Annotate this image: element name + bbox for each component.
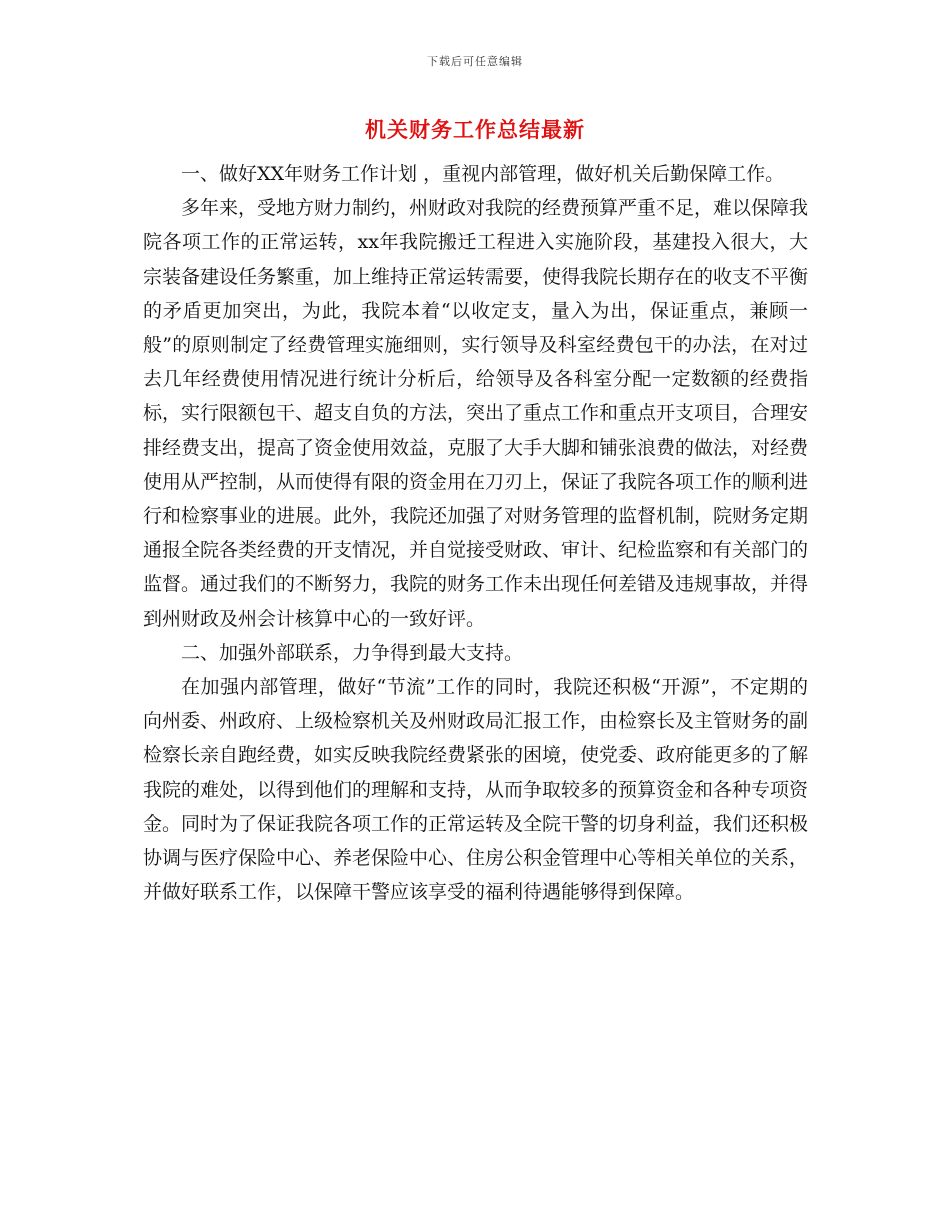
header-note: 下载后可任意编辑 (427, 55, 523, 68)
paragraph-heading-1: 一、做好XX年财务工作计划 ，重视内部管理，做好机关后勤保障工作。 (181, 163, 785, 185)
document-title: 机关财务工作总结最新 (365, 117, 585, 142)
paragraph-2: 在加强内部管理，做好“节流”工作的同时，我院还积极“开源”，不定期的向州委、州政府、上级检察机关及州财政局汇报工作，由检察长及主管财务的副检察长亲自跑经费，如实反映我院经费紧张的困境，使党委、政府能更多的了解我院的难处，以得到他们的理解和支持，从而争取较多的预算资金和各种专项资金。同时为了保证我院各项工作的正常运转及全院干警的切身利益，我们还积极协调与医疗保险中心、养老保险中心、住房公积金管理中心等相关单位的关系，并做好联系工作，以保障干警应该享受的福利待遇能够得到保障。 (143, 676, 809, 904)
paragraph-heading-2: 二、加强外部联系，力争得到最大支持。 (181, 641, 524, 664)
document-body (143, 157, 808, 909)
paragraph-1: 多年来，受地方财力制约，州财政对我院的经费预算严重不足，难以保障我院各项工作的正常运转，xx年我院搬迁工程进入实施阶段，基建投入很大，大宗装备建设任务繁重，加上维持正常运转需要，使得我院长期存在的收支不平衡的矛盾更加突出，为此，我院本着“以收定支，量入为出，保证重点，兼顾一般”的原则制定了经费管理实施细则，实行领导及科室经费包干的办法，在对过去几年经费使用情况进行统计分析后，给领导及各科室分配一定数额的经费指标，实行限额包干、超支自负的方法，突出了重点工作和重点开支项目，合理安排经费支出，提高了资金使用效益，克服了大手大脚和铺张浪费的做法，对经费使用从严控制，从而使得有限的资金用在刀刃上，保证了我院各项工作的顺利进行和检察事业的进展。此外，我院还加强了对财务管理的监督机制，院财务定期通报全院各类经费的开支情况，并自觉接受财政、审计、纪检监察和有关部门的监督。通过我们的不断努力，我院的财务工作未出现任何差错及违规事故，并得到州财政及州会计核算中心的一致好评。 (143, 197, 809, 630)
